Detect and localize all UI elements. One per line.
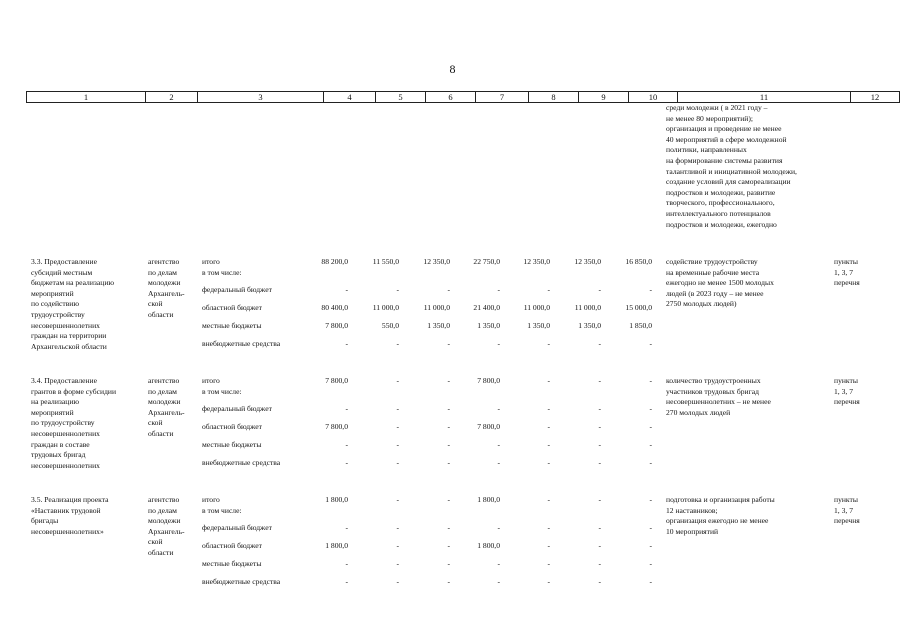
executor-line: области <box>148 548 174 557</box>
funding-value: - <box>345 440 348 449</box>
executor-line: молодежи <box>148 397 181 407</box>
points-line: пункты <box>834 257 858 266</box>
header-col-11: 11 <box>678 92 851 103</box>
result-line: участников трудовых бригад <box>666 386 759 396</box>
carryover-line: среди молодежи ( в 2021 году – <box>666 103 768 112</box>
funding-value: - <box>598 577 601 586</box>
funding-value: - <box>598 541 601 550</box>
funding-value: - <box>547 440 550 449</box>
funding-value: 1 350,0 <box>578 321 601 330</box>
funding-value: - <box>598 495 601 504</box>
funding-value: - <box>447 339 450 348</box>
column-header-table <box>26 91 900 103</box>
funding-value: - <box>447 458 450 467</box>
measure-title-line: несовершеннолетних» <box>31 526 104 536</box>
funding-value: - <box>598 559 601 568</box>
funding-value: - <box>649 422 652 431</box>
page-number: 8 <box>449 62 456 76</box>
funding-value: - <box>396 541 399 550</box>
carryover-line: не менее 80 мероприятий); <box>666 113 753 123</box>
funding-value: - <box>649 458 652 467</box>
executor-line: ской <box>148 418 163 428</box>
funding-value: - <box>345 559 348 568</box>
result-line: 2750 молодых людей) <box>666 299 737 309</box>
funding-value: - <box>396 523 399 532</box>
funding-value: - <box>598 285 601 294</box>
funding-value: 88 200,0 <box>321 257 348 266</box>
funding-value: 80 400,0 <box>321 303 348 312</box>
points-line: перечня <box>834 278 860 288</box>
carryover-line: подростков и молодежи, ежегодно <box>666 219 777 229</box>
result-line: ежегодно не менее 1500 молодых <box>666 278 774 288</box>
funding-source-label: местные бюджеты <box>202 321 262 330</box>
executor-line: Архангель- <box>148 526 185 536</box>
funding-value: - <box>447 422 450 431</box>
funding-value: - <box>396 458 399 467</box>
measure-title-line: несовершеннолетних <box>31 460 100 470</box>
result-line: организация ежегодно не менее <box>666 516 769 526</box>
funding-value: - <box>396 422 399 431</box>
executor-line: ской <box>148 537 163 547</box>
funding-value: - <box>396 440 399 449</box>
result-line: на временные рабочие места <box>666 267 760 277</box>
funding-source-label: итого <box>202 257 220 266</box>
funding-value: 1 800,0 <box>325 541 348 550</box>
executor-line: Архангель- <box>148 288 185 298</box>
funding-value: 1 800,0 <box>477 495 500 504</box>
result-line: 10 мероприятий <box>666 526 719 536</box>
funding-value: - <box>598 339 601 348</box>
funding-value: 1 800,0 <box>325 495 348 504</box>
funding-value: 1 350,0 <box>477 321 500 330</box>
measure-title-line: трудовых бригад <box>31 450 86 460</box>
header-col-3: 3 <box>198 92 324 103</box>
funding-value: - <box>598 458 601 467</box>
executor-line: агентство <box>148 376 180 385</box>
funding-source-label: внебюджетные средства <box>202 339 281 348</box>
funding-source-label: местные бюджеты <box>202 559 262 568</box>
funding-value: - <box>598 523 601 532</box>
measure-title-line: на реализацию <box>31 397 80 407</box>
funding-value: - <box>547 285 550 294</box>
funding-value: - <box>547 339 550 348</box>
funding-value: - <box>649 523 652 532</box>
funding-value: - <box>649 404 652 413</box>
measure-title-line: трудоустройству <box>31 310 85 319</box>
funding-value: - <box>547 495 550 504</box>
header-col-4: 4 <box>324 92 376 103</box>
funding-value: - <box>497 404 500 413</box>
funding-value: - <box>649 541 652 550</box>
measure-title-line: мероприятий <box>31 288 74 298</box>
executor-line: молодежи <box>148 516 181 526</box>
funding-value: 1 350,0 <box>527 321 550 330</box>
measure-title-line: грантов в форме субсидии <box>31 386 117 396</box>
funding-value: - <box>345 577 348 586</box>
points-line: 1, 3, 7 <box>834 267 853 277</box>
funding-value: 11 550,0 <box>372 257 399 266</box>
executor-line: ской <box>148 299 163 309</box>
funding-value: 7 800,0 <box>325 422 348 431</box>
funding-value: 11 000,0 <box>423 303 450 312</box>
executor-line: области <box>148 429 174 438</box>
funding-value: - <box>447 541 450 550</box>
executor-line: по делам <box>148 505 177 515</box>
funding-value: - <box>649 339 652 348</box>
executor-line: области <box>148 310 174 319</box>
header-col-9: 9 <box>579 92 629 103</box>
funding-value: - <box>598 376 601 385</box>
measure-title-line: бюджетам на реализацию <box>31 278 115 288</box>
executor-line: агентство <box>148 495 180 504</box>
funding-value: - <box>447 285 450 294</box>
funding-value: 12 350,0 <box>523 257 550 266</box>
funding-value: - <box>497 458 500 467</box>
result-line: 270 молодых людей <box>666 407 731 417</box>
funding-value: - <box>396 285 399 294</box>
funding-source-label: в том числе: <box>202 267 242 277</box>
funding-source-label: федеральный бюджет <box>202 285 272 294</box>
measure-title-line: 3.5. Реализация проекта <box>31 495 109 504</box>
funding-source-label: внебюджетные средства <box>202 577 281 586</box>
funding-value: - <box>345 339 348 348</box>
funding-value: 12 350,0 <box>423 257 450 266</box>
funding-value: - <box>649 376 652 385</box>
funding-value: - <box>547 541 550 550</box>
funding-value: - <box>447 559 450 568</box>
header-col-5: 5 <box>376 92 426 103</box>
measure-title-line: «Наставник трудовой <box>31 505 101 515</box>
funding-value: 16 850,0 <box>625 257 652 266</box>
funding-value: - <box>447 495 450 504</box>
header-col-6: 6 <box>426 92 476 103</box>
points-line: перечня <box>834 397 860 407</box>
measure-title-line: мероприятий <box>31 407 74 417</box>
measure-title-line: 3.4. Предоставление <box>31 376 97 385</box>
header-col-1: 1 <box>27 92 146 103</box>
measure-title-line: субсидий местным <box>31 267 93 277</box>
measure-title-line: граждан в составе <box>31 439 90 449</box>
funding-value: 21 400,0 <box>473 303 500 312</box>
result-line: людей (в 2023 году – не менее <box>666 288 764 298</box>
result-line: содействие трудоустройству <box>666 257 758 266</box>
funding-value: - <box>396 495 399 504</box>
funding-value: - <box>447 376 450 385</box>
funding-value: - <box>447 440 450 449</box>
funding-value: - <box>447 577 450 586</box>
executor-line: по делам <box>148 386 177 396</box>
funding-value: - <box>345 523 348 532</box>
funding-value: - <box>497 285 500 294</box>
funding-source-label: областной бюджет <box>202 303 262 312</box>
funding-value: - <box>497 440 500 449</box>
funding-value: - <box>447 523 450 532</box>
funding-value: 7 800,0 <box>325 321 348 330</box>
result-line: количество трудоустроенных <box>666 376 761 385</box>
funding-source-label: местные бюджеты <box>202 440 262 449</box>
points-line: 1, 3, 7 <box>834 505 853 515</box>
funding-source-label: в том числе: <box>202 386 242 396</box>
funding-value: - <box>396 404 399 413</box>
funding-source-label: областной бюджет <box>202 422 262 431</box>
carryover-line: на формирование системы развития <box>666 156 783 165</box>
funding-value: 7 800,0 <box>477 376 500 385</box>
funding-value: - <box>345 285 348 294</box>
funding-value: 7 800,0 <box>325 376 348 385</box>
funding-value: - <box>547 404 550 413</box>
funding-value: - <box>497 339 500 348</box>
funding-value: - <box>396 577 399 586</box>
executor-line: по делам <box>148 267 177 277</box>
executor-line: Архангель- <box>148 407 185 417</box>
carryover-line: создание условий для самореализации <box>666 177 791 187</box>
funding-value: - <box>547 523 550 532</box>
points-line: пункты <box>834 376 858 385</box>
executor-line: молодежи <box>148 278 181 288</box>
header-col-2: 2 <box>146 92 198 103</box>
header-col-12: 12 <box>851 92 900 103</box>
funding-value: - <box>598 404 601 413</box>
funding-value: 1 350,0 <box>427 321 450 330</box>
funding-source-label: в том числе: <box>202 505 242 515</box>
points-line: 1, 3, 7 <box>834 386 853 396</box>
result-line: подготовка и организация работы <box>666 495 775 504</box>
funding-value: 1 850,0 <box>629 321 652 330</box>
funding-source-label: итого <box>202 376 220 385</box>
header-row <box>27 92 900 103</box>
funding-value: 15 000,0 <box>625 303 652 312</box>
measure-title-line: по трудоустройству <box>31 418 95 428</box>
measure-title-line: бригады <box>31 516 59 526</box>
funding-value: - <box>345 458 348 467</box>
measure-title-line: несовершеннолетних <box>31 320 100 330</box>
funding-value: 11 000,0 <box>523 303 550 312</box>
funding-source-label: областной бюджет <box>202 541 262 550</box>
carryover-line: организация и проведение не менее <box>666 124 782 134</box>
funding-value: - <box>547 422 550 431</box>
funding-value: - <box>447 404 450 413</box>
funding-value: 22 750,0 <box>473 257 500 266</box>
carryover-line: творческого, профессионального, <box>666 198 775 208</box>
funding-value: - <box>547 577 550 586</box>
points-line: перечня <box>834 516 860 526</box>
executor-line: агентство <box>148 257 180 266</box>
funding-value: 1 800,0 <box>477 541 500 550</box>
funding-value: - <box>649 577 652 586</box>
funding-value: - <box>598 422 601 431</box>
funding-source-label: федеральный бюджет <box>202 523 272 532</box>
measure-title-line: граждан на территории <box>31 331 107 341</box>
funding-value: - <box>598 440 601 449</box>
funding-value: 12 350,0 <box>574 257 601 266</box>
carryover-line: 40 мероприятий в сфере молодежной <box>666 134 787 144</box>
funding-value: - <box>547 376 550 385</box>
result-line: 12 наставников; <box>666 505 718 515</box>
funding-value: - <box>497 577 500 586</box>
funding-value: - <box>649 285 652 294</box>
funding-value: - <box>547 458 550 467</box>
funding-value: 11 000,0 <box>574 303 601 312</box>
header-col-7: 7 <box>476 92 529 103</box>
points-line: пункты <box>834 495 858 504</box>
funding-value: 11 000,0 <box>372 303 399 312</box>
funding-value: - <box>396 339 399 348</box>
measure-title-line: 3.3. Предоставление <box>31 257 97 266</box>
carryover-line: подростков и молодежи, развитие <box>666 187 776 197</box>
funding-value: - <box>649 559 652 568</box>
measure-title-line: несовершеннолетних <box>31 429 100 438</box>
funding-value: - <box>649 495 652 504</box>
funding-value: - <box>649 440 652 449</box>
carryover-line: политики, направленных <box>666 145 747 155</box>
result-line: несовершеннолетних – не менее <box>666 397 771 407</box>
funding-value: - <box>497 559 500 568</box>
funding-value: - <box>497 523 500 532</box>
measure-title-line: Архангельской области <box>31 341 107 351</box>
funding-source-label: итого <box>202 495 220 504</box>
funding-value: - <box>396 376 399 385</box>
carryover-line: интеллектуального потенциалов <box>666 209 771 218</box>
funding-value: - <box>396 559 399 568</box>
funding-source-label: внебюджетные средства <box>202 458 281 467</box>
measure-title-line: по содействию <box>31 299 80 309</box>
header-col-8: 8 <box>529 92 579 103</box>
carryover-line: талантливой и инициативной молодежи, <box>666 166 797 176</box>
funding-value: - <box>547 559 550 568</box>
funding-value: 550,0 <box>381 321 399 330</box>
header-col-10: 10 <box>629 92 678 103</box>
funding-source-label: федеральный бюджет <box>202 404 272 413</box>
funding-value: - <box>345 404 348 413</box>
funding-value: 7 800,0 <box>477 422 500 431</box>
